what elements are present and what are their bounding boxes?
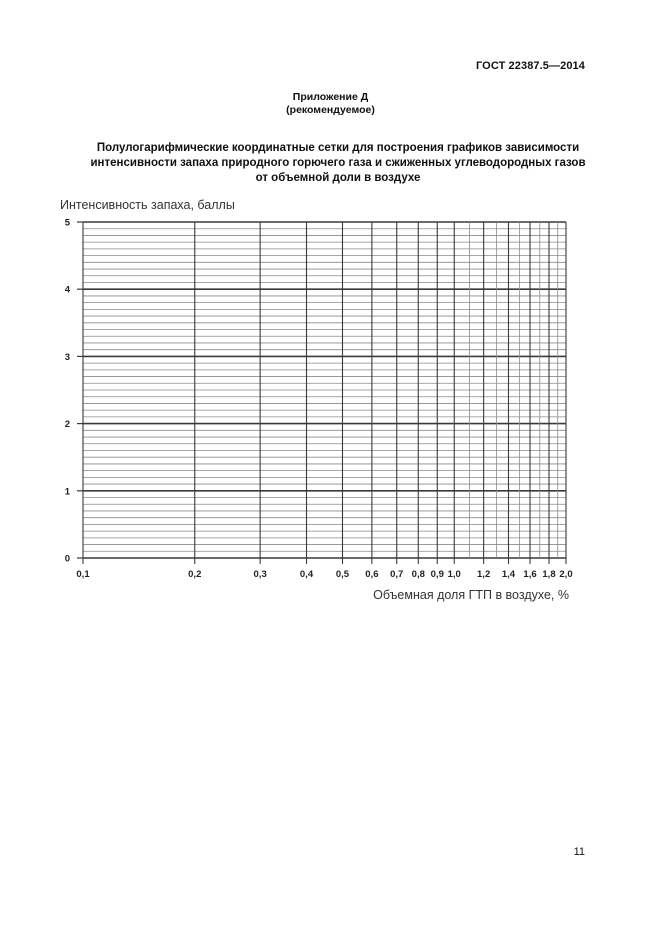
- y-tick-label: 3: [64, 351, 70, 363]
- x-tick-label: 1,2: [477, 569, 491, 580]
- y-tick-label: 1: [64, 486, 70, 498]
- x-tick-label: 1,6: [523, 569, 537, 580]
- y-axis-label: Интенсивность запаха, баллы: [60, 198, 235, 212]
- x-tick-label: 1,8: [542, 569, 556, 580]
- x-axis-label: Объемная доля ГТП в воздухе, %: [373, 588, 569, 602]
- x-tick-label: 0,8: [411, 569, 425, 580]
- y-tick-label: 4: [64, 284, 70, 296]
- x-tick-label: 0,6: [365, 569, 379, 580]
- x-tick-label: 0,2: [188, 569, 202, 580]
- x-tick-label: 1,4: [501, 569, 516, 580]
- x-tick-label: 0,3: [253, 569, 267, 580]
- page-number: 11: [573, 846, 585, 858]
- x-tick-label: 0,4: [299, 569, 314, 580]
- heading-line-1: Полулогарифмические координатные сетки для построения графиков зависимости: [96, 142, 580, 154]
- appendix-title: Приложение Д: [292, 91, 369, 103]
- appendix-status: (рекомендуемое): [286, 104, 375, 116]
- heading-line-3: от объемной доли в воздухе: [255, 172, 421, 184]
- y-tick-label: 5: [64, 217, 70, 229]
- document-number: ГОСТ 22387.5—2014: [475, 60, 585, 72]
- x-tick-label: 1,0: [447, 569, 461, 580]
- x-tick-label: 2,0: [559, 569, 573, 580]
- x-tick-label: 0,9: [430, 569, 444, 580]
- y-tick-label: 0: [64, 553, 70, 565]
- heading-line-2: интенсивности запаха природного горючего газа и сжиженных углеводородных газов: [90, 157, 586, 169]
- x-tick-label: 0,5: [335, 569, 350, 580]
- x-tick-label: 0,1: [76, 569, 90, 580]
- x-tick-label: 0,7: [390, 569, 404, 580]
- y-tick-label: 2: [64, 419, 70, 431]
